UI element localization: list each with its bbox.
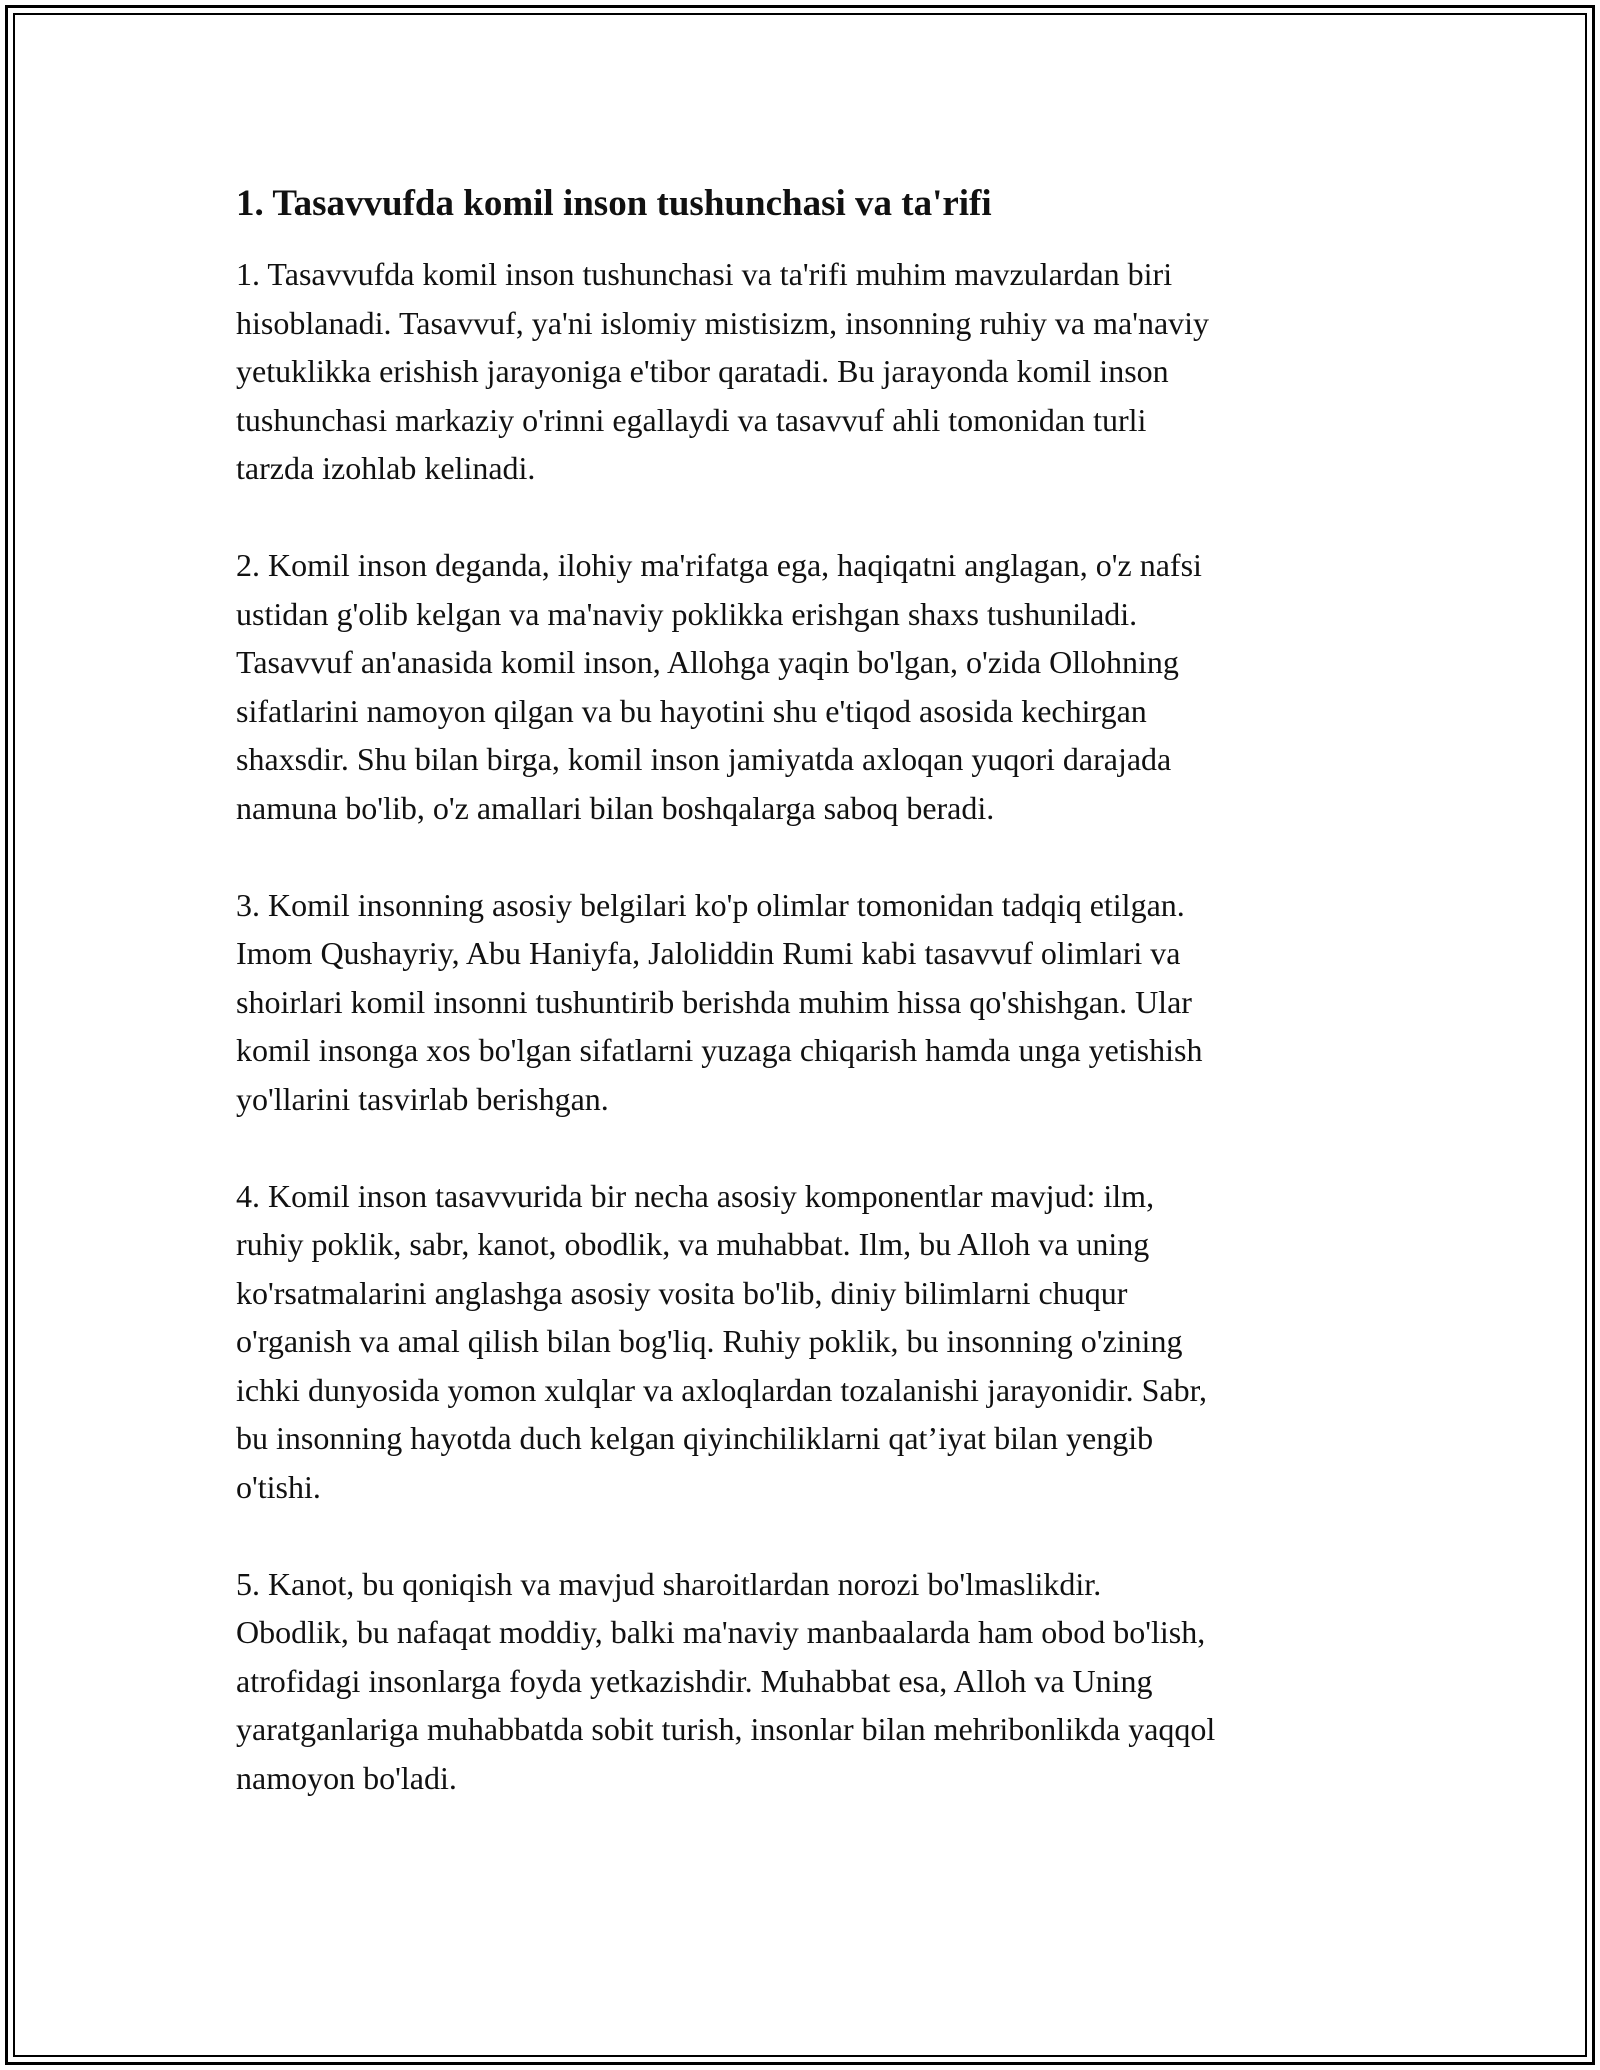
- document-page: [236, 180, 1366, 1851]
- paragraph-2: 2. Komil inson deganda, ilohiy ma'rifatga ega, haqiqatni anglagan, o'z nafsi ustidan g'olib kelgan va ma'naviy poklikka erishgan shaxs tushuniladi. Tasavvuf an'anasida komil inson, Allohga yaqin bo'lgan, o'zida Ollohning sifatlarini namoyon qilgan va bu hayotini shu e'tiqod asosida kechirgan shaxsdir. Shu bilan birga, komil inson jamiyatda axloqan yuqori darajada namuna bo'lib, o'z amallari bilan boshqalarga saboq beradi.: [236, 547, 1202, 826]
- paragraph-1: 1. Tasavvufda komil inson tushunchasi va ta'rifi muhim mavzulardan biri hisoblanadi. Tasavvuf, ya'ni islomiy mistisizm, insonning ruhiy va ma'naviy yetuklikka erishish jarayoniga e'tibor qaratadi. Bu jarayonda komil inson tushunchasi markaziy o'rinni egallaydi va tasavvuf ahli tomonidan turli tarzda izohlab kelinadi.: [236, 256, 1210, 486]
- paragraph-3: 3. Komil insonning asosiy belgilari ko'p olimlar tomonidan tadqiq etilgan. Imom Qushayriy, Abu Haniyfa, Jaloliddin Rumi kabi tasavvuf olimlari va shoirlari komil insonni tushuntirib berishda muhim hissa qo'shishgan. Ular komil insonga xos bo'lgan sifatlarni yuzaga chiqarish hamda unga yetishish yo'llarini tasvirlab berishgan.: [236, 886, 1203, 1117]
- paragraph-5: 5. Kanot, bu qoniqish va mavjud sharoitlardan norozi bo'lmaslikdir. Obodlik, bu nafaqat moddiy, balki ma'naviy manbaalarda ham obod bo'lish, atrofidagi insonlarga foyda yetkazishdir. Muhabbat esa, Alloh va Uning yaratganlariga muhabbatda sobit turish, insonlar bilan mehribonlikda yaqqol namoyon bo'ladi.: [236, 1565, 1216, 1796]
- document-heading: 1. Tasavvufda komil inson tushunchasi va ta'rifi: [236, 183, 992, 224]
- paragraph-4: 4. Komil inson tasavvurida bir necha asosiy komponentlar mavjud: ilm, ruhiy poklik, sabr, kanot, obodlik, va muhabbat. Ilm, bu Alloh va uning ko'rsatmalarini anglashga asosiy vosita bo'lib, diniy bilimlarni chuqur o'rganish va amal qilish bilan bog'liq. Ruhiy poklik, bu insonning o'zining ichki dunyosida yomon xulqlar va axloqlardan tozalanishi jarayonidir. Sabr, bu insonning hayotda duch kelgan qiyinchiliklarni qat’iyat bilan yengib o'tishi.: [236, 1177, 1207, 1505]
